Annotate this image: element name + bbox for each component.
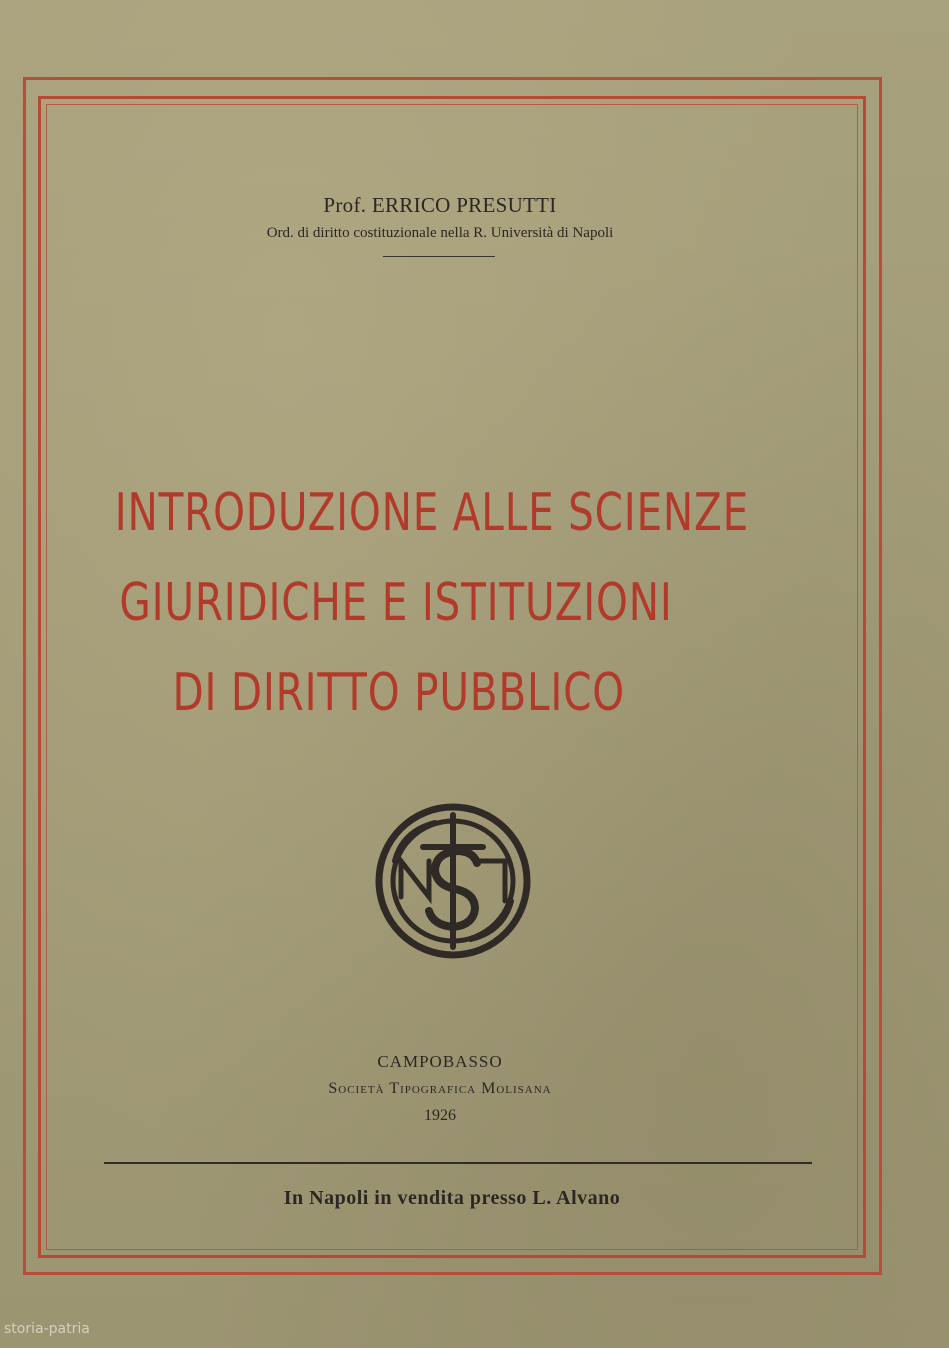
sale-note: In Napoli in vendita presso L. Alvano bbox=[283, 1187, 621, 1209]
imprint-publisher: Società Tipografica Molisana bbox=[328, 1080, 552, 1097]
book-title bbox=[96, 468, 750, 738]
author-name: Prof. ERRICO PRESUTTI bbox=[323, 193, 557, 217]
imprint-year: 1926 bbox=[424, 1107, 456, 1124]
title-line-3: DI DIRITTO PUBBLICO bbox=[172, 663, 625, 723]
publisher-monogram-seal-icon bbox=[373, 801, 533, 961]
watermark-text: storia-patria bbox=[4, 1321, 90, 1337]
author-affiliation: Ord. di diritto costituzionale nella R. Università di Napoli bbox=[266, 225, 614, 241]
title-line-1: INTRODUZIONE ALLE SCIENZE bbox=[114, 483, 750, 543]
author-divider bbox=[383, 256, 495, 257]
bottom-divider bbox=[104, 1162, 812, 1164]
imprint-city: CAMPOBASSO bbox=[377, 1052, 503, 1071]
title-line-2: GIURIDICHE E ISTITUZIONI bbox=[119, 573, 673, 633]
